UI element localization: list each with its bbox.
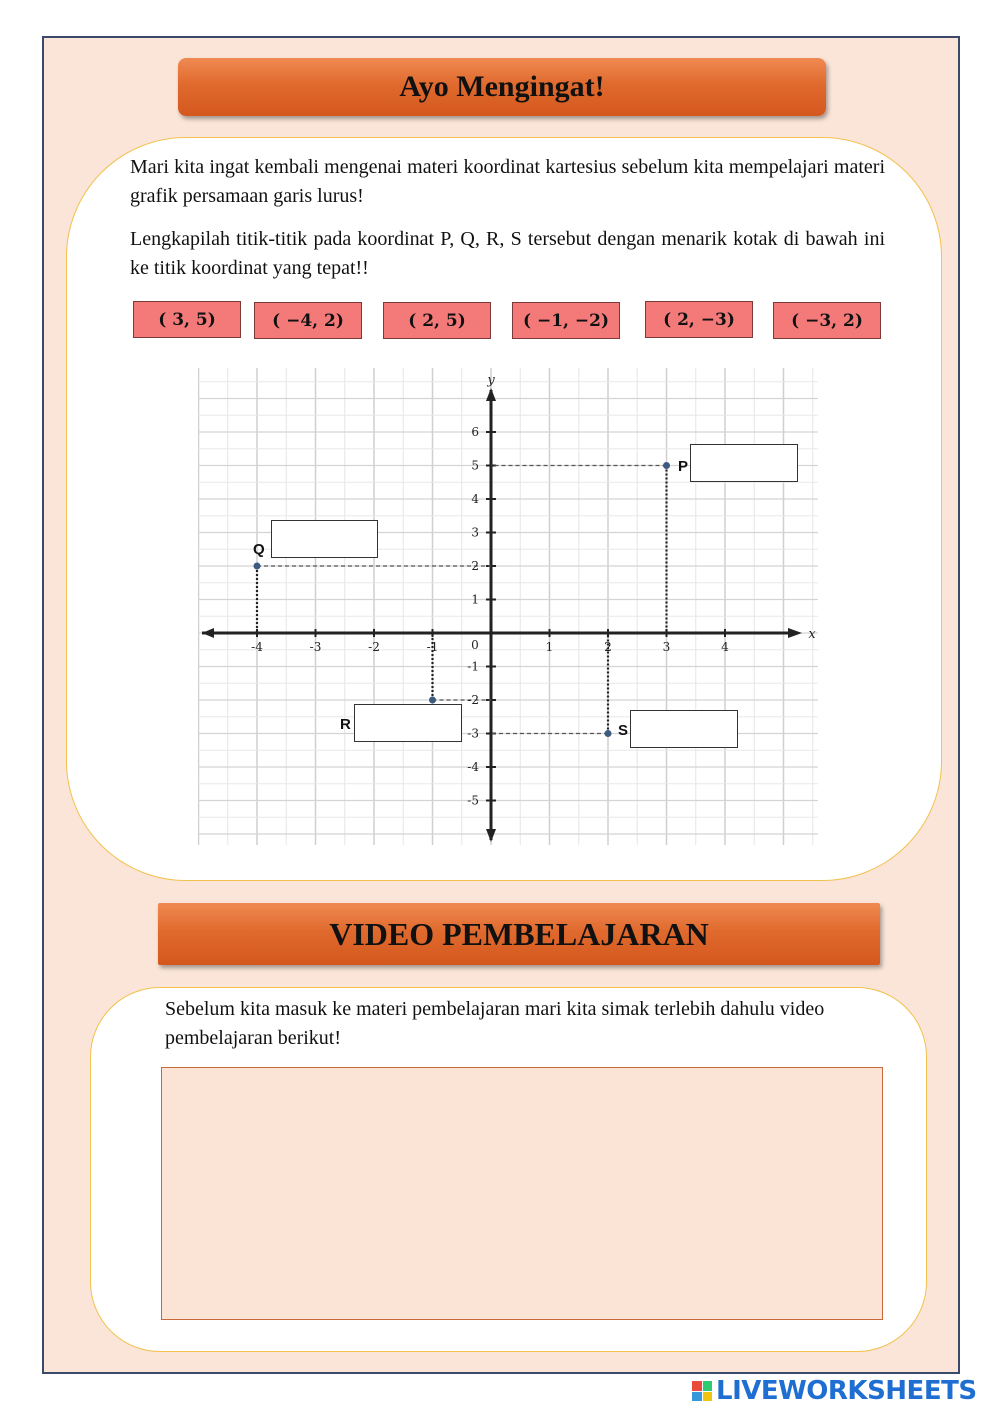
drop-box-r[interactable]	[354, 704, 462, 742]
x-tick-label: 2	[604, 640, 612, 654]
drop-box-s[interactable]	[630, 710, 738, 748]
y-tick-label: 3	[471, 525, 479, 540]
x-tick-label: -2	[368, 640, 380, 654]
y-tick-label: 2	[471, 559, 479, 573]
video-section-banner: VIDEO PEMBELAJARAN	[158, 903, 880, 965]
y-tick-label: -4	[467, 760, 479, 774]
point-q	[254, 563, 261, 570]
answer-chip-2[interactable]: ( −4, 2)	[254, 302, 362, 339]
drop-box-p[interactable]	[690, 444, 798, 482]
drop-box-q[interactable]	[271, 520, 378, 558]
x-tick-label: -4	[251, 640, 263, 654]
y-tick-label: -1	[467, 659, 479, 674]
answer-chip-1[interactable]: ( 3, 5)	[133, 301, 241, 338]
liveworksheets-brand	[692, 1376, 977, 1406]
point-s	[605, 730, 612, 737]
y-tick-label: -3	[467, 726, 479, 741]
point-p	[663, 462, 670, 469]
instruction-paragraph: Lengkapilah titik-titik pada koordinat P, Q, R, S tersebut dengan menarik kotak di bawah ini ke titik koordinat yang tepat!!	[130, 228, 885, 279]
x-axis-label: x	[808, 627, 816, 642]
y-tick-label: 5	[471, 458, 479, 473]
y-tick-label: 6	[471, 425, 479, 439]
point-label-s: S	[618, 722, 629, 739]
liveworksheets-logo-icon	[692, 1381, 712, 1401]
answer-chip-5[interactable]: ( 2, −3)	[645, 301, 753, 338]
y-tick-label: -5	[467, 793, 479, 808]
origin-label: 0	[471, 638, 479, 652]
answer-chip-4[interactable]: ( −1, −2)	[512, 302, 620, 339]
x-tick-label: 3	[662, 640, 671, 654]
x-tick-label: 4	[721, 640, 729, 654]
y-tick-label: 4	[471, 492, 479, 506]
point-label-p: P	[678, 458, 689, 475]
y-tick-label: -2	[467, 693, 479, 707]
point-r	[429, 697, 436, 704]
cartesian-graph	[198, 368, 818, 845]
x-tick-label: 1	[545, 640, 554, 654]
video-intro-paragraph: Sebelum kita masuk ke materi pembelajaran mari kita simak terlebih dahulu video pembelajaran berikut!	[165, 998, 825, 1049]
brand-text: LIVEWORKSHEETS	[716, 1376, 977, 1406]
section-title-banner: Ayo Mengingat!	[178, 58, 826, 116]
x-tick-label: -3	[309, 640, 322, 654]
answer-chip-6[interactable]: ( −3, 2)	[773, 302, 881, 339]
x-tick-label: -1	[426, 640, 439, 654]
point-label-q: Q	[253, 541, 265, 558]
y-axis-label: y	[487, 373, 495, 388]
intro-paragraph: Mari kita ingat kembali mengenai materi koordinat kartesius sebelum kita mempelajari materi grafik persamaan garis lurus!	[130, 156, 885, 207]
video-player[interactable]	[161, 1067, 883, 1320]
answer-chip-3[interactable]: ( 2, 5)	[383, 302, 491, 339]
y-tick-label: 1	[471, 592, 479, 607]
point-label-r: R	[340, 716, 351, 733]
